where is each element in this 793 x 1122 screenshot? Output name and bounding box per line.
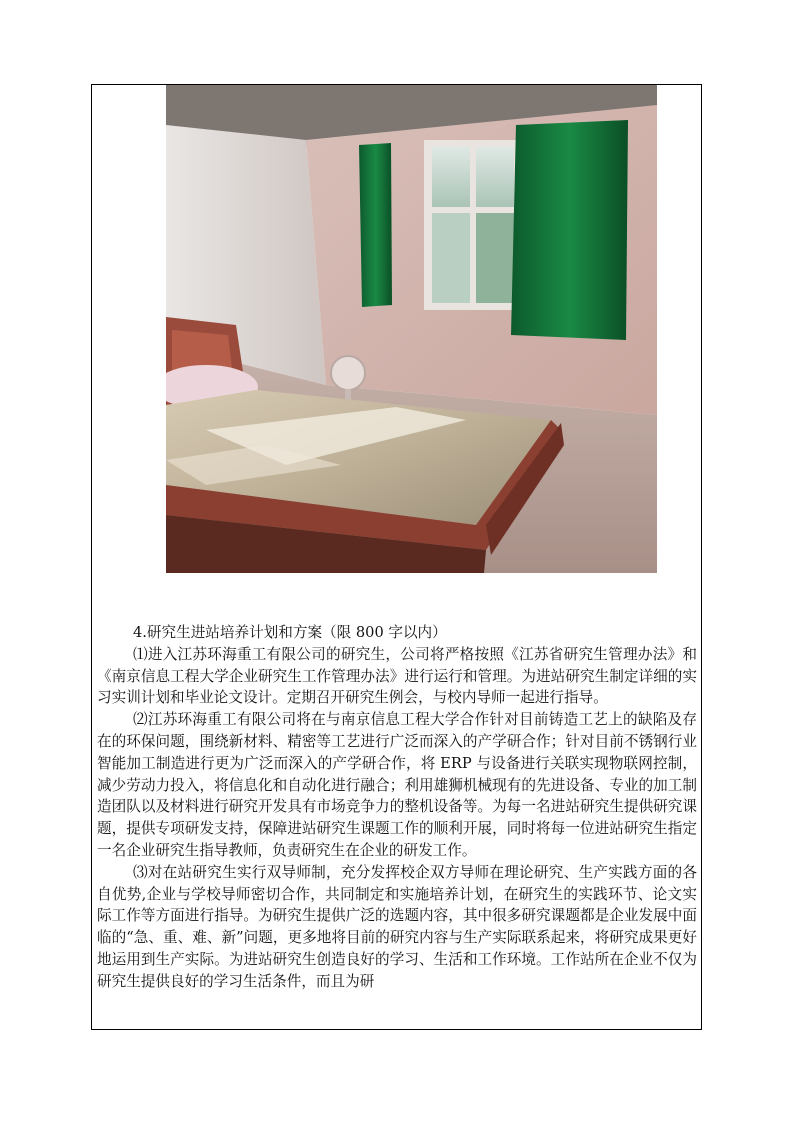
section-heading: 4.研究生进站培养计划和方案（限 800 字以内） <box>133 624 447 641</box>
paragraph-1: ⑴进入江苏环海重工有限公司的研究生，公司将严格按照《江苏省研究生管理办法》和《南京信息工程大学企业研究生工作管理办法》进行运行和管理。为进站研究生制定详细的实习实训计划和毕业论文设计。定期召开研究生例会，与校内导师一起进行指导。 <box>97 645 697 707</box>
paragraph-3: ⑶对在站研究生实行双导师制，充分发挥校企双方导师在理论研究、生产实践方面的各自优势,企业与学校导师密切合作，共同制定和实施培养计划，在研究生的实践环节、论文实际工作等方面进行指导。为研究生提供广泛的选题内容，其中很多研究课题都是企业发展中面临的“急、重、难、新”问题，更多地将目前的研究内容与生产实际联系起来，将研究成果更好地运用到生产实际。为进站研究生创造良好的学习、生活和工作环境。工作站所在企业不仅为研究生提供良好的学习生活条件，而且为研 <box>97 863 697 990</box>
document-body <box>97 622 697 993</box>
paragraph-2: ⑵江苏环海重工有限公司将在与南京信息工程大学合作针对目前铸造工艺上的缺陷及存在的环保问题，围绕新材料、精密等工艺进行广泛而深入的产学研合作；针对目前不锈钢行业智能加工制造进行更为广泛而深入的产学研合作，将 ERP 与设备进行关联实现物联网控制，减少劳动力投入，将信息化和自动化进行融合；利用雄狮机械现有的先进设备、专业的加工制造团队以及材料进行研究开发具有市场竞争力的整机设备等。为每一名进站研究生提供研究课题，提供专项研发支持，保障进站研究生课题工作的顺利开展，同时将每一位进站研究生指定一名企业研究生指导教师，负责研究生在企业的研发工作。 <box>97 711 697 859</box>
bedroom-photo <box>166 85 657 573</box>
